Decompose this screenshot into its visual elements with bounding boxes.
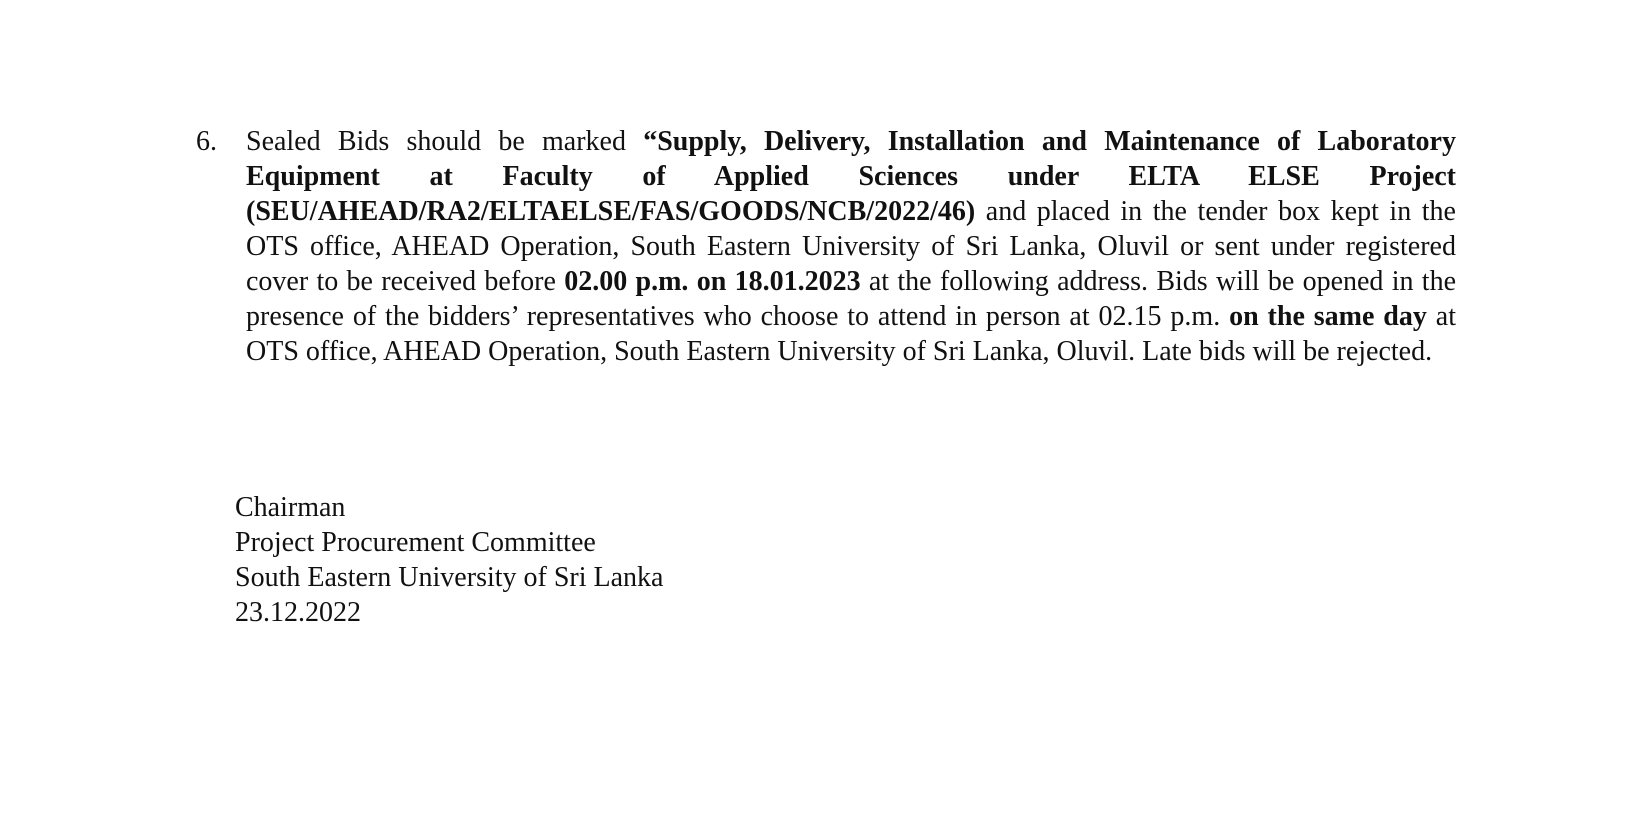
clause-text-submission: and placed in the tender box kept in the OTS office, AHEAD Operation, South Eastern University of Sri Lanka, Oluvil or sent under registered cover to be received before bbox=[246, 196, 1456, 297]
clause-bold-same-day: on the same day bbox=[1229, 301, 1427, 332]
clause-bold-title: “Supply, Delivery, Installation and Maintenance of Laboratory Equipment at Faculty of Applied Sciences under ELTA ELSE Project (SEU/AHEAD/RA2/ELTAELSE/FAS/GOODS/NCB/2022/46) bbox=[246, 126, 1456, 227]
clause-bold-deadline: 02.00 p.m. on 18.01.2023 bbox=[564, 266, 861, 297]
signature-institution: South Eastern University of Sri Lanka bbox=[235, 562, 664, 593]
clause-text-opening: at the following address. Bids will be opened in the presence of the bidders’ representatives who choose to attend in person at 02.15 p.m. bbox=[246, 266, 1457, 332]
signature-date: 23.12.2022 bbox=[235, 597, 361, 628]
clause-text-closing: at OTS office, AHEAD Operation, South Eastern University of Sri Lanka, Oluvil. Late bids will be rejected. bbox=[246, 301, 1456, 367]
signature-block bbox=[235, 490, 663, 630]
clause-paragraph bbox=[246, 124, 1456, 369]
clause-6 bbox=[196, 124, 1456, 369]
clause-text-intro: Sealed Bids should be marked bbox=[246, 126, 644, 157]
clause-number: 6. bbox=[196, 126, 217, 157]
signature-committee: Project Procurement Committee bbox=[235, 527, 596, 558]
signature-title: Chairman bbox=[235, 492, 346, 523]
